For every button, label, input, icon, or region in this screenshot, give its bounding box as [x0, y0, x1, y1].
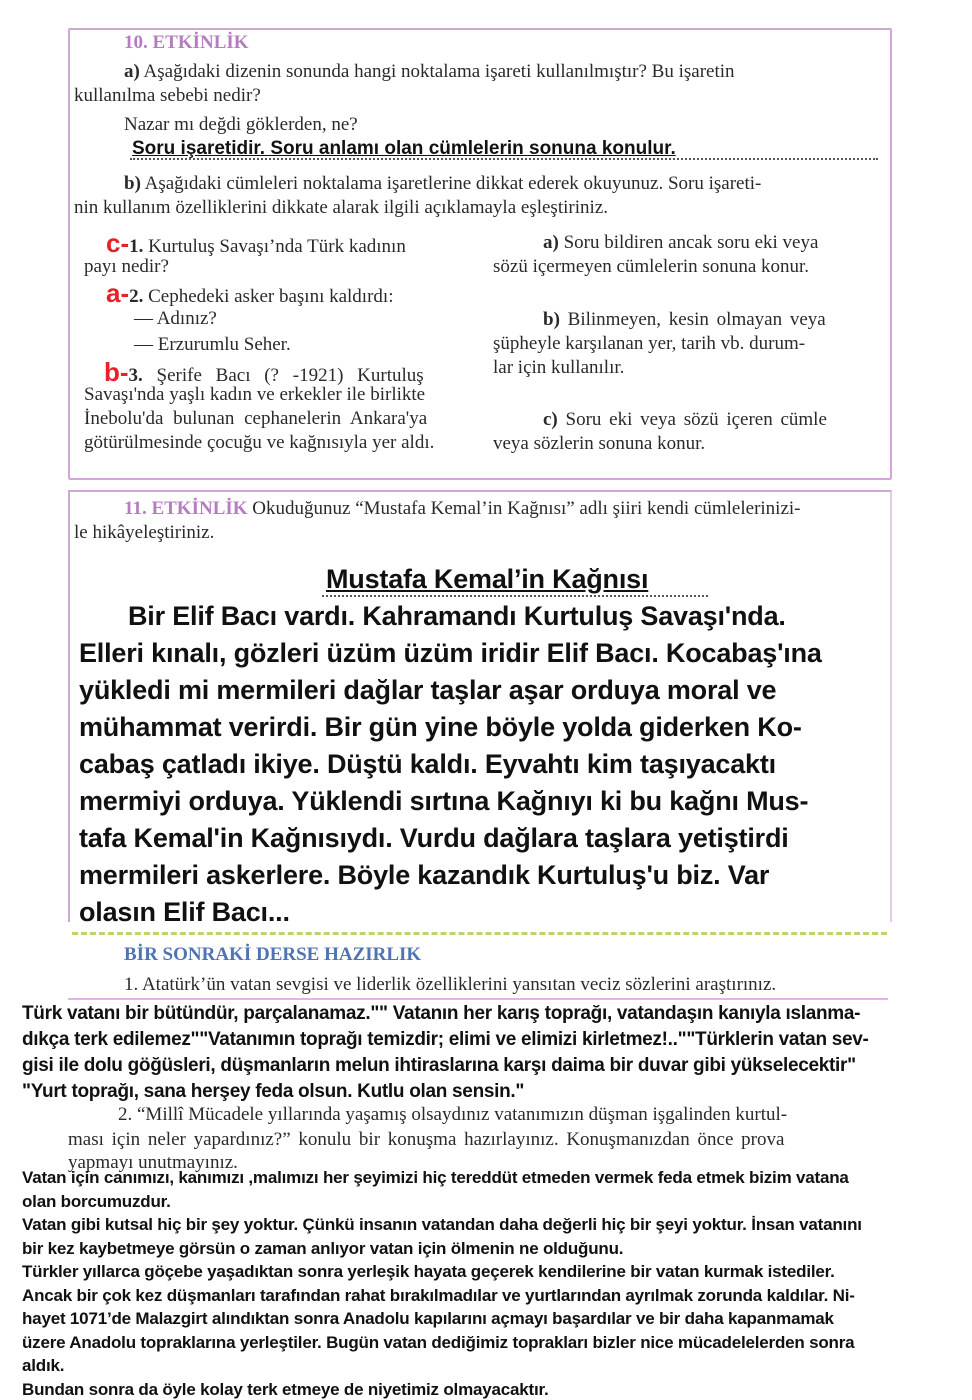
item-text: Cephedeki asker başını kaldırdı: — [148, 286, 394, 307]
handwritten-answer: c- — [106, 228, 130, 258]
answer-2-line: aldık. — [22, 1356, 65, 1375]
left-item-2 — [106, 278, 393, 309]
preparation-title: BİR SONRAKİ DERSE HAZIRLIK — [124, 944, 422, 965]
preparation-item-2-line2: ması için neler yapardınız?” konulu bir konuşma hazırlayınız. Konuşmanızdan önce prova — [68, 1129, 785, 1150]
answer-2-line: olan borcumuzdur. — [22, 1192, 171, 1211]
answer-2-line: Ancak bir çok kez düşmanları tarafından rahat bırakılmadılar ve yurtlarından ayrılmak zorunda kaldılar. Ni- — [22, 1286, 855, 1305]
question-a-label: a) — [124, 61, 140, 82]
answer-2-line: Vatan gibi kutsal hiç bir şey yoktur. Çünkü insanın vatandan daha değerli hiç bir şeyi yoktur. İnsan vatanını — [22, 1215, 862, 1234]
question-a-text-2: kullanılma sebebi nedir? — [74, 85, 261, 106]
answer-2-line: Bundan sonra da öyle kolay terk etmeye de niyetimiz olmayacaktır. — [22, 1380, 549, 1399]
right-item-a-line2: sözü içermeyen cümlelerin sonuna konur. — [493, 256, 810, 277]
verse: Nazar mı değdi göklerden, ne? — [124, 114, 358, 135]
item-text: Soru eki veya sözü içeren cümle — [565, 409, 827, 430]
answer-1-line: gisi ile dolu göğüsleri, düşmanların melun ihtiraslarına karşı daima bir duvar gibi yükselecektir" — [22, 1055, 856, 1076]
activity-11-box — [68, 490, 892, 922]
activity-11-instruction — [124, 498, 801, 520]
answer-1-line: "Yurt toprağı, sana herşey feda olsun. Kutlu olan sensin." — [22, 1081, 525, 1102]
question-b-text-2: nin kullanım özelliklerini dikkate alarak ilgili açıklamayla eşleştiriniz. — [74, 197, 608, 218]
item-text: Soru bildiren ancak soru eki veya — [563, 232, 819, 253]
answer-2-line: bir kez kaybetmeye görsün o zaman anlıyor vatan için ölmenin ne olduğunu. — [22, 1239, 624, 1258]
right-item-b-line2: şüpheyle karşılanan yer, tarih vb. durum- — [493, 333, 806, 354]
instruction-text-1: Okuduğunuz “Mustafa Kemal’in Kağnısı” adlı şiiri kendi cümlelerinizi- — [252, 498, 801, 519]
activity-10-title: 10. ETKİNLİK — [124, 32, 249, 53]
left-item-2-line2: — Adınız? — [134, 308, 217, 329]
item-label: b) — [543, 309, 560, 330]
item-number: 2. — [129, 286, 144, 307]
story-title: Mustafa Kemal’in Kağnısı — [326, 564, 649, 594]
story-line: Elleri kınalı, gözleri üzüm üzüm iridir Elif Bacı. Kocabaş'ına — [79, 638, 822, 668]
left-item-1 — [106, 228, 406, 259]
story-line: olasın Elif Bacı... — [79, 897, 290, 927]
item-number: 3. — [128, 365, 143, 386]
right-item-b-line3: lar için kullanılır. — [493, 357, 625, 378]
answer-2-line: Vatan için canımızı, kanımızı ,malımızı her şeyimizi hiç tereddüt etmeden vermek feda etmek bizim vatana — [22, 1168, 849, 1187]
item-number: 1. — [129, 236, 144, 257]
left-item-3-line4: götürülmesinde çocuğu ve kağnısıyla yer aldı. — [84, 432, 435, 453]
left-item-2-line3: — Erzurumlu Seher. — [134, 334, 291, 355]
story-line: Bir Elif Bacı vardı. Kahramandı Kurtuluş Savaşı'nda. — [128, 601, 786, 631]
question-a — [124, 61, 735, 83]
question-b-text-1: Aşağıdaki cümleleri noktalama işaretlerine dikkat ederek okuyunuz. Soru işareti- — [144, 173, 762, 194]
question-a-text-1: Aşağıdaki dizenin sonunda hangi noktalama işareti kullanılmıştır? Bu işaretin — [143, 61, 735, 82]
answer-2-line: üzere Anadolu topraklarına yerleştiler. Bugün vatan dediğimiz toprakları bizler nice mücadelelerden sonra — [22, 1333, 855, 1352]
item-label: a) — [543, 232, 559, 253]
story-line: yükledi mi mermileri dağlar taşlar aşar orduya moral ve — [79, 675, 777, 705]
pink-underline — [68, 998, 888, 1000]
story-line: mermileri askerlere. Böyle kazandık Kurtuluş'u biz. Var — [79, 860, 770, 890]
answer-1-line: Türk vatanı bir bütündür, parçalanamaz."" Vatanın her karış toprağı, vatandaşın kanıyla ıslanma- — [22, 1003, 861, 1024]
right-item-b — [543, 309, 826, 331]
question-b — [124, 173, 761, 195]
left-item-3-line2: Savaşı'nda yaşlı kadın ve erkekler ile birlikte — [84, 384, 426, 405]
right-item-c-line2: veya sözlerin sonuna konur. — [493, 433, 706, 454]
story-line: tafa Kemal'in Kağnısıydı. Vurdu dağlara taşlara yetiştirdi — [79, 823, 789, 853]
preparation-item-1: 1. Atatürk’ün vatan sevgisi ve liderlik özelliklerini yansıtan veciz sözlerini araştırınız. — [124, 974, 777, 995]
activity-11-title: 11. ETKİNLİK — [124, 498, 248, 519]
answer-a: Soru işaretidir. Soru anlamı olan cümlelerin sonuna konulur. — [132, 138, 676, 159]
right-item-c — [543, 409, 827, 431]
story-line: mühammat verirdi. Bir gün yine böyle yolda giderken Ko- — [79, 712, 802, 742]
right-item-a — [543, 232, 818, 254]
answer-1-line: dıkça terk edilemez""Vatanımın toprağı temizdir; elimi ve elimizi kirletmez!..""Türklerin vatan sev- — [22, 1029, 869, 1050]
item-text: Bilinmeyen, kesin olmayan veya — [567, 309, 826, 330]
story-line: cabaş çatladı ikiye. Düştü kaldı. Eyvahtı kim taşıyacaktı — [79, 749, 776, 779]
handwritten-answer: b- — [104, 357, 129, 387]
answer-2-line: hayet 1071’de Malazgirt alındıktan sonra Anadolu kapılarını açmayı başardılar ve bir daha kapanmamak — [22, 1309, 834, 1328]
answer-2-line: Türkler yıllarca göçebe yaşadıktan sonra yerleşik hayata geçerek kendilerine bir vatan kurmak istediler. — [22, 1262, 835, 1281]
story-line: mermiyi orduya. Yüklendi sırtına Kağnıyı ki bu kağnı Mus- — [79, 786, 809, 816]
item-text: Kurtuluş Savaşı’nda Türk kadının — [148, 236, 406, 257]
item-label: c) — [543, 409, 558, 430]
section-divider — [72, 932, 887, 935]
left-item-3-line3: İnebolu'da bulunan cephanelerin Ankara'ya — [84, 408, 428, 429]
preparation-item-2-line1: 2. “Millî Mücadele yıllarında yaşamış olsaydınız vatanımızın düşman işgalinden kurtul- — [118, 1104, 788, 1125]
title-dotted-line — [322, 595, 708, 597]
item-text: Şerife Bacı (? -1921) Kurtuluş — [156, 365, 424, 386]
instruction-text-2: le hikâyeleştiriniz. — [74, 522, 215, 543]
question-b-label: b) — [124, 173, 141, 194]
left-item-1-line2: payı nedir? — [84, 256, 169, 277]
preparation-item-2-line3: yapmayı unutmayınız. — [68, 1152, 238, 1173]
handwritten-answer: a- — [106, 278, 130, 308]
